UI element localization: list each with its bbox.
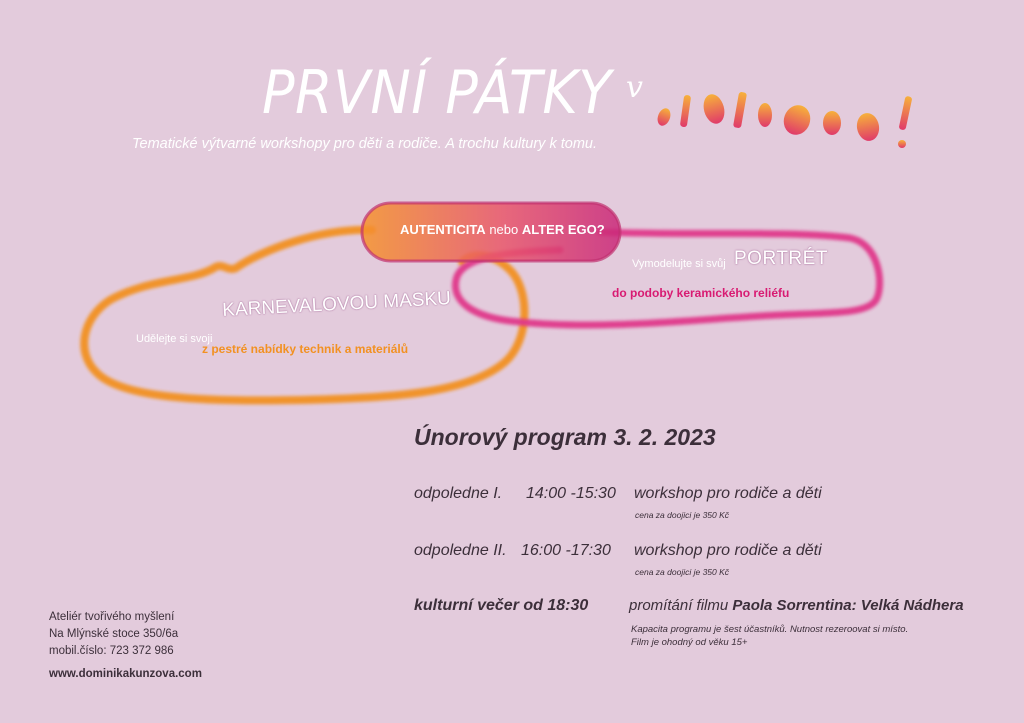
contact-block <box>49 609 202 683</box>
session-time: 14:00 -15:30 <box>526 485 616 502</box>
evening-row <box>414 597 974 617</box>
title-suffix-v: v <box>626 70 643 105</box>
age-note: Film je ohodný od věku 15+ <box>631 637 748 648</box>
session-name: odpoledne II. <box>414 542 507 559</box>
session-row-2 <box>414 542 874 562</box>
evening-name: kulturní večer od 18:30 <box>414 597 589 614</box>
contact-address: Na Mlýnské stoce 350/6a <box>49 628 179 640</box>
session-activity: workshop pro rodiče a děti <box>634 542 822 559</box>
session-name: odpoledne I. <box>414 485 503 502</box>
page-title: PRVNÍ PÁTKY <box>262 58 612 128</box>
portrait-detail: do podoby keramického reliéfu <box>612 286 790 300</box>
contact-phone: mobil.číslo: 723 372 986 <box>49 645 174 657</box>
program-title: Únorový program 3. 2. 2023 <box>414 424 716 450</box>
mask-intro: Udělejte si svoji <box>136 333 213 345</box>
contact-name: Ateliér tvořivého myšlení <box>49 611 175 623</box>
session-time: 16:00 -17:30 <box>521 542 611 559</box>
session-activity: workshop pro rodiče a děti <box>634 485 822 502</box>
portrait-keyword: PORTRÉT <box>734 248 828 269</box>
session-price-1: cena za doojici je 350 Kč <box>635 510 730 520</box>
capacity-note: Kapacita programu je šest účastníků. Nutnost rezeroovat si místo. <box>631 624 909 635</box>
session-row-1 <box>414 485 874 505</box>
center-question: AUTENTICITA nebo ALTER EGO? <box>400 222 605 237</box>
mask-detail: z pestré nabídky technik a materiálů <box>202 342 409 356</box>
atelieru-lettering <box>655 92 912 148</box>
contact-website-link[interactable]: www.dominikakunzova.com <box>49 668 202 680</box>
mask-keyword: KARNEVALOVOU MASKU <box>221 288 452 322</box>
session-price-2: cena za doojici je 350 Kč <box>635 567 730 577</box>
portrait-intro: Vymodelujte si svůj <box>632 258 726 270</box>
page-subtitle: Tematické výtvarné workshopy pro děti a rodiče. A trochu kultury k tomu. <box>132 136 598 152</box>
evening-activity: promítání filmu Paola Sorrentina: Velká Nádhera <box>629 597 964 614</box>
